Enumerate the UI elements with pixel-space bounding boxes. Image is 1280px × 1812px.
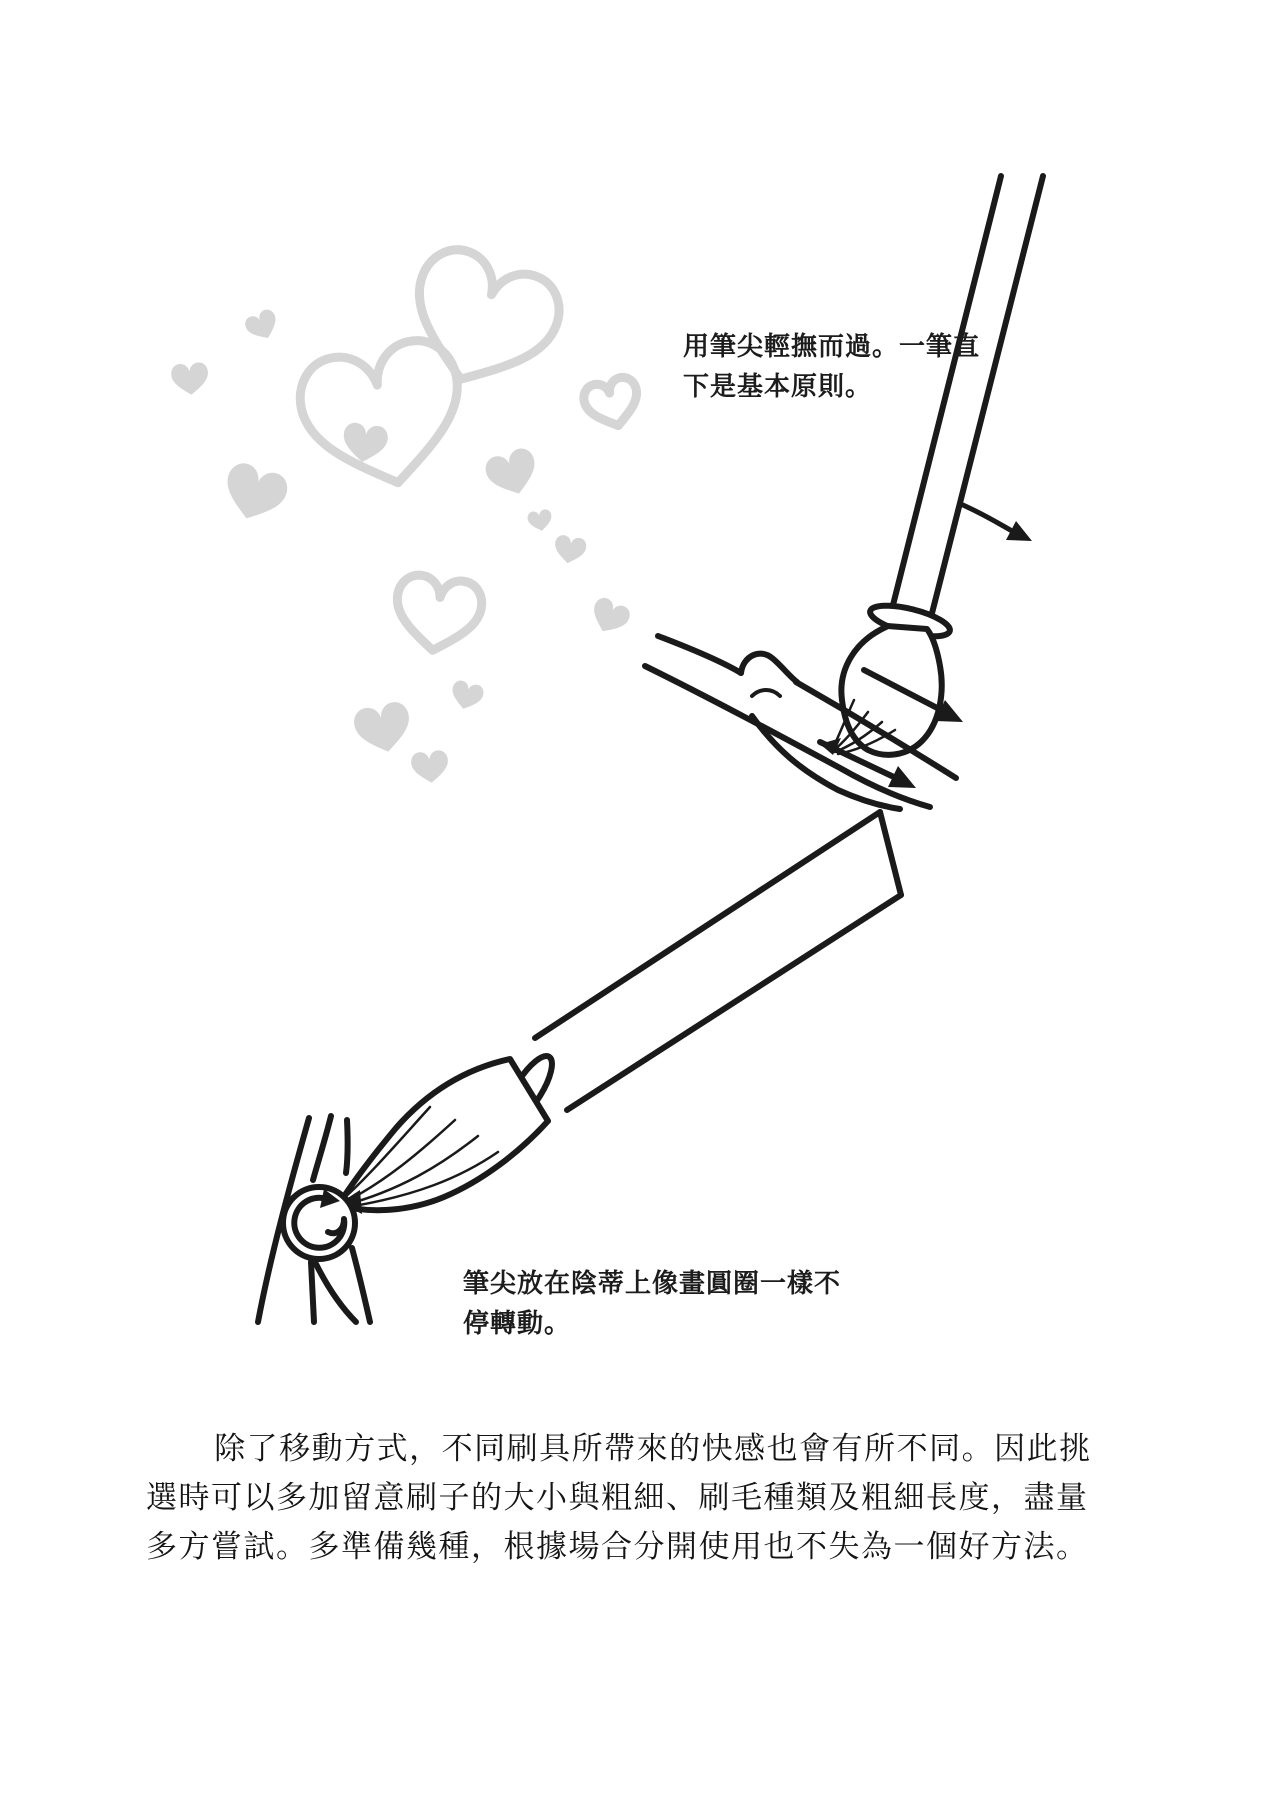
- heart-icon: [243, 307, 283, 345]
- heart-icon: [218, 459, 292, 527]
- heart-icon: [482, 445, 542, 501]
- brush-handle: [535, 812, 880, 1038]
- heart-icon: [292, 333, 475, 499]
- heart-icon: [170, 362, 209, 397]
- heart-icon: [552, 534, 587, 566]
- body-contour: [316, 1264, 356, 1322]
- body-contour: [658, 636, 741, 673]
- brush-handle-end: [880, 812, 901, 895]
- heart-icon: [581, 374, 644, 432]
- brush-handle: [567, 895, 901, 1110]
- heart-icon: [586, 595, 633, 639]
- heart-icon: [391, 572, 485, 656]
- brush-stroking-illustration: [645, 176, 1043, 809]
- heart-icon: [394, 240, 570, 404]
- caption-circle-line1: 筆尖放在陰蒂上像畫圓圈一樣不: [463, 1268, 842, 1298]
- body-paragraph: [146, 1424, 1148, 1571]
- heart-icon: [448, 679, 485, 713]
- motion-arrow: [963, 505, 1012, 531]
- hearts-decoration: [170, 240, 644, 785]
- caption-circle: [463, 1263, 863, 1343]
- paragraph-line: 除了移動方式，不同刷具所帶來的快感也會有所不同。因此挑: [214, 1431, 1092, 1466]
- paragraph-line: 多方嘗試。多準備幾種，根據場合分開使用也不失為一個好方法。: [146, 1529, 1089, 1564]
- heart-icon: [410, 749, 450, 784]
- body-contour: [313, 1116, 331, 1180]
- brush-circling-illustration: [258, 812, 901, 1322]
- caption-stroke: [683, 326, 993, 406]
- heart-icon: [351, 700, 415, 758]
- heart-icon: [527, 508, 554, 532]
- body-contour: [311, 1262, 314, 1322]
- caption-circle-line2: 停轉動。: [463, 1308, 572, 1338]
- body-contour-detail: [752, 690, 780, 696]
- caption-stroke-line2: 下是基本原則。: [683, 371, 873, 401]
- caption-stroke-line1: 用筆尖輕撫而過。一筆直: [683, 331, 981, 361]
- body-contour: [352, 1248, 370, 1322]
- body-contour-bump: [741, 654, 797, 682]
- body-contour: [346, 1120, 348, 1173]
- paragraph-line: 選時可以多加留意刷子的大小與粗細、刷毛種類及粗細長度，盡量: [146, 1480, 1089, 1515]
